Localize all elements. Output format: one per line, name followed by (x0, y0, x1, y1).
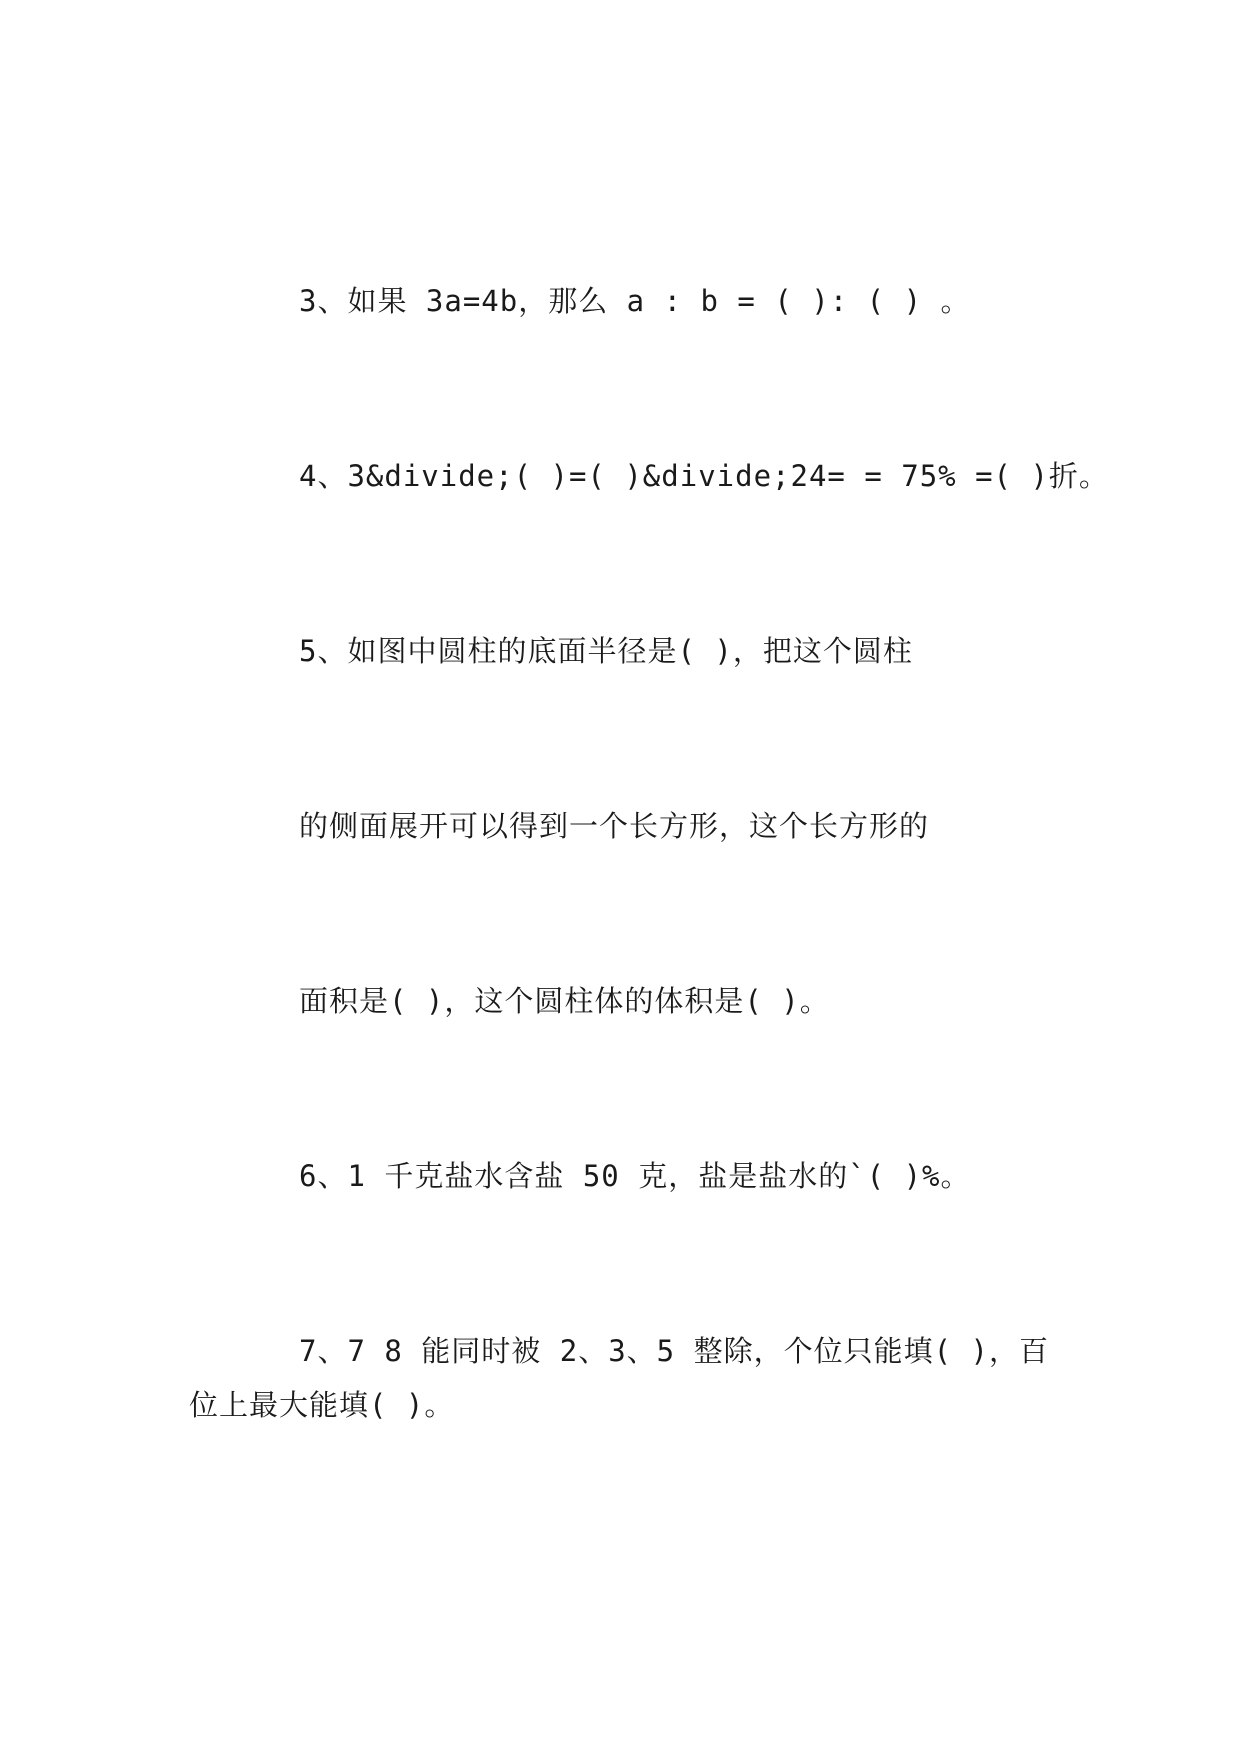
question-6: 6、1 千克盐水含盐 50 克，盐是盐水的`( )%。 (299, 1159, 971, 1193)
question-5-line-2: 的侧面展开可以得到一个长方形，这个长方形的 (299, 809, 930, 843)
question-3: 3、如果 3a=4b，那么 a : b = ( ): ( ) 。 (299, 284, 971, 318)
question-7-line-1: 7、7 8 能同时被 2、3、5 整除，个位只能填( )，百 (299, 1334, 1049, 1368)
question-5-line-1: 5、如图中圆柱的底面半径是( )，把这个圆柱 (299, 634, 913, 668)
question-4: 4、3&divide;( )=( )&divide;24= = 75% =( )折。 (299, 459, 1109, 493)
question-5-line-3: 面积是( )，这个圆柱体的体积是( )。 (299, 984, 830, 1018)
question-7-line-2: 位上最大能填( )。 (189, 1388, 455, 1422)
